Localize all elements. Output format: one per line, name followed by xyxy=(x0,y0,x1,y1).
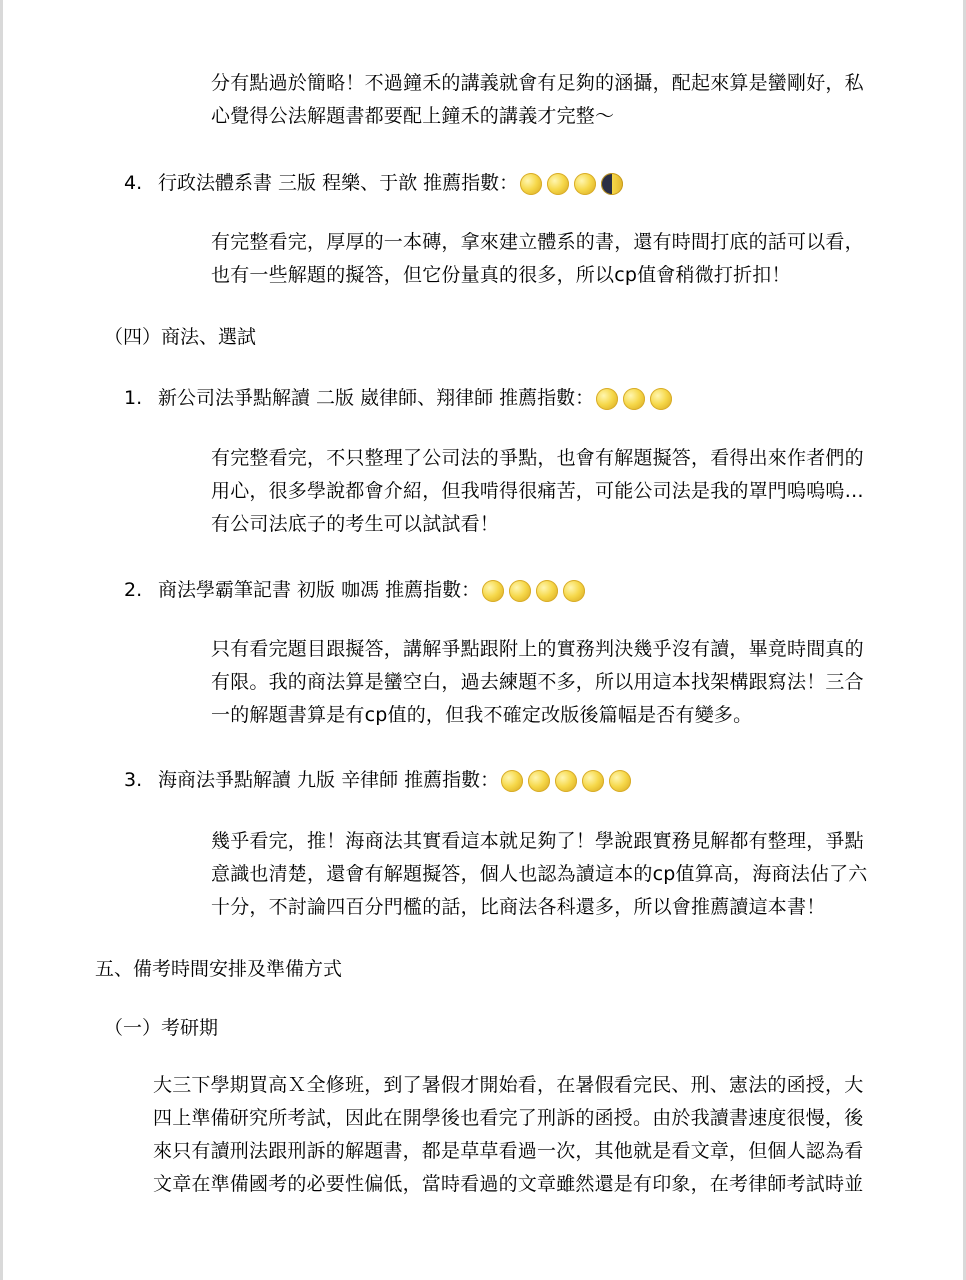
item-title: 新公司法爭點解讀 二版 崴律師、翔律師 推薦指數： xyxy=(158,387,595,409)
intro-line-2: 心覺得公法解題書都要配上鐘禾的講義才完整～ xyxy=(211,105,615,127)
paragraph-line-3: 來只有讀刑法跟刑訴的解題書，都是草草看過一次，其他就是看文章，但個人認為看 xyxy=(153,1140,864,1162)
section4-item-3-review-2: 意識也清楚，還會有解題擬答，個人也認為讀這本的cp值算高，海商法佔了六 xyxy=(211,863,868,885)
item-number: 3. xyxy=(124,769,143,791)
item-4-review-1: 有完整看完，厚厚的一本磚，拿來建立體系的書，還有時間打底的話可以看， xyxy=(211,231,864,253)
coin-icon xyxy=(528,770,550,792)
intro-line-1: 分有點過於簡略！不過鐘禾的講義就會有足夠的涵攝，配起來算是蠻剛好，私 xyxy=(211,72,864,94)
item-4-heading xyxy=(124,171,623,195)
coin-icon xyxy=(609,770,631,792)
rating-stars xyxy=(596,388,677,410)
coin-icon xyxy=(547,173,569,195)
item-4-review-2: 也有一些解題的擬答，但它份量真的很多，所以cp值會稍微打折扣！ xyxy=(211,264,791,286)
page-edge-left xyxy=(0,0,3,1280)
item-number: 2. xyxy=(124,579,143,601)
paragraph-line-2: 四上準備研究所考試，因此在開學後也看完了刑訴的函授。由於我讀書速度很慢，後 xyxy=(153,1107,864,1129)
rating-stars xyxy=(520,173,623,195)
item-title: 行政法體系書 三版 程樂、于歆 推薦指數： xyxy=(158,172,519,194)
section4-item-1-review-2: 用心，很多學說都會介紹，但我啃得很痛苦，可能公司法是我的罩門嗚嗚嗚… xyxy=(211,480,864,502)
coin-icon xyxy=(582,770,604,792)
coin-icon xyxy=(536,580,558,602)
section4-item-1-review-3: 有公司法底子的考生可以試試看！ xyxy=(211,513,500,535)
section4-item-1-heading xyxy=(124,386,677,410)
coin-icon xyxy=(482,580,504,602)
paragraph-line-1: 大三下學期買高Ｘ全修班，到了暑假才開始看，在暑假看完民、刑、憲法的函授，大 xyxy=(153,1074,864,1096)
coin-icon xyxy=(574,173,596,195)
rating-stars xyxy=(482,580,590,602)
section4-item-3-review-3: 十分，不討論四百分門檻的話，比商法各科還多，所以會推薦讀這本書！ xyxy=(211,896,826,918)
section4-item-3-review-1: 幾乎看完，推！海商法其實看這本就足夠了！學說跟實務見解都有整理，爭點 xyxy=(211,830,864,852)
item-number: 4. xyxy=(124,172,143,194)
coin-icon xyxy=(509,580,531,602)
section-heading: （四）商法、選試 xyxy=(104,326,257,348)
rating-stars xyxy=(501,770,636,792)
coin-icon xyxy=(596,388,618,410)
coin-icon xyxy=(650,388,672,410)
section4-item-2-review-2: 有限。我的商法算是蠻空白，過去練題不多，所以用這本找架構跟寫法！三合 xyxy=(211,671,864,693)
section4-item-2-review-1: 只有看完題目跟擬答，講解爭點跟附上的實務判決幾乎沒有讀，畢竟時間真的 xyxy=(211,638,864,660)
half-moon-icon xyxy=(601,173,623,195)
coin-icon xyxy=(623,388,645,410)
paragraph-line-4: 文章在準備國考的必要性偏低，當時看過的文章雖然還是有印象，在考律師考試時並 xyxy=(153,1173,864,1195)
section4-item-1-review-1: 有完整看完，不只整理了公司法的爭點，也會有解題擬答，看得出來作者們的 xyxy=(211,447,864,469)
coin-icon xyxy=(520,173,542,195)
item-title: 商法學霸筆記書 初版 咖馮 推薦指數： xyxy=(158,579,481,601)
subsection-heading: （一）考研期 xyxy=(104,1017,219,1039)
section4-item-3-heading xyxy=(124,768,636,792)
coin-icon xyxy=(501,770,523,792)
coin-icon xyxy=(563,580,585,602)
section-heading: 五、備考時間安排及準備方式 xyxy=(95,958,343,980)
item-number: 1. xyxy=(124,387,143,409)
coin-icon xyxy=(555,770,577,792)
section4-item-2-review-3: 一的解題書算是有cp值的，但我不確定改版後篇幅是否有變多。 xyxy=(211,704,753,726)
section4-item-2-heading xyxy=(124,578,590,602)
item-title: 海商法爭點解讀 九版 辛律師 推薦指數： xyxy=(158,769,500,791)
